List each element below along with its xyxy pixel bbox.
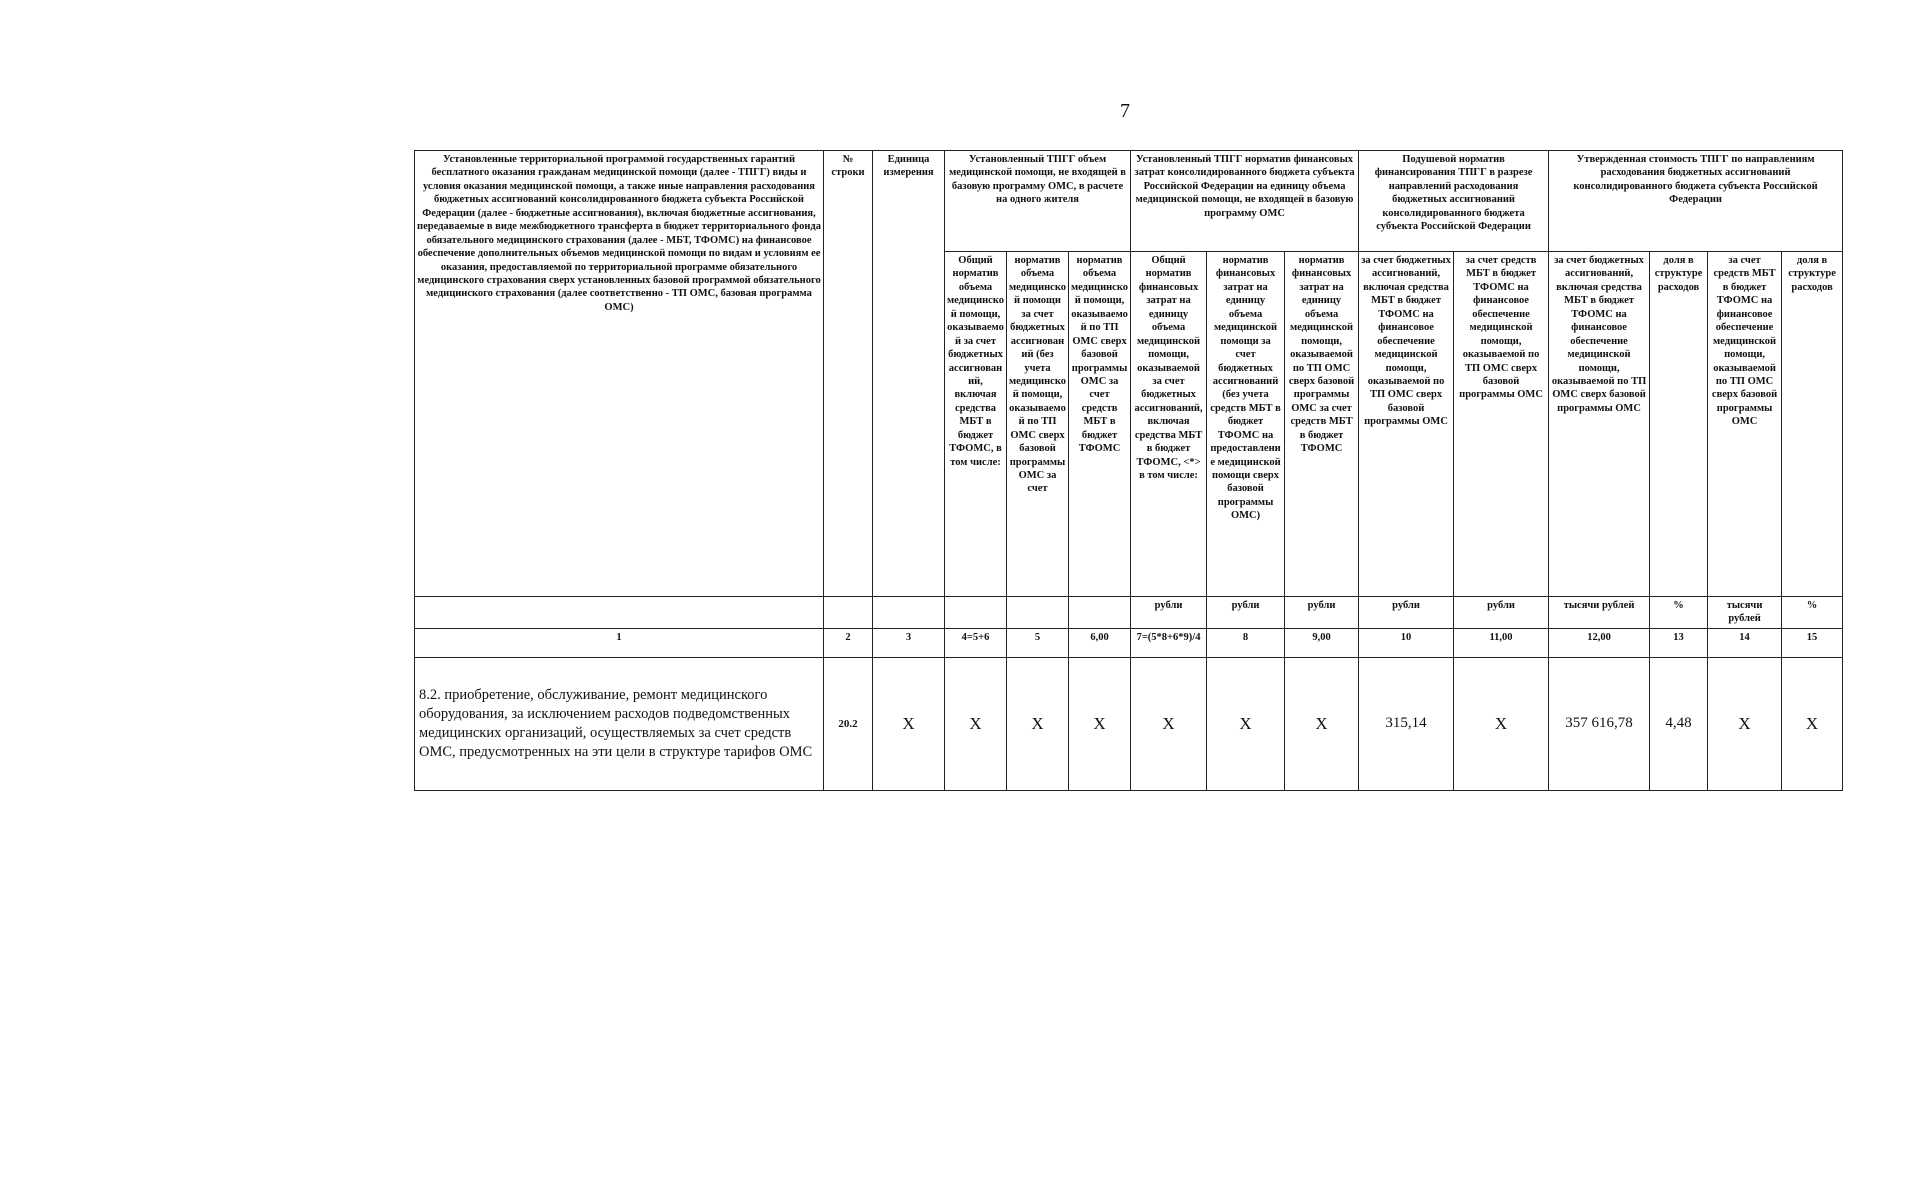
col-index-12: 12,00 (1549, 628, 1650, 657)
table-row (415, 657, 1843, 790)
unit-cell-8: рубли (1207, 597, 1285, 629)
unit-cell-10: рубли (1359, 597, 1454, 629)
cell-col-12: 357 616,78 (1549, 657, 1650, 790)
subheader-col-6: норматив объема медицинской помощи, оказываемой по ТП ОМС сверх базовой программы ОМС за счет средств МБТ в бюджет ТФОМС (1069, 252, 1131, 597)
col-index-9: 9,00 (1285, 628, 1359, 657)
col-index-2: 2 (824, 628, 873, 657)
report-table (414, 150, 1843, 791)
unit-cell-3 (873, 597, 945, 629)
cell-col-15: Х (1782, 657, 1843, 790)
unit-cell-7: рубли (1131, 597, 1207, 629)
cell-col-13: 4,48 (1650, 657, 1708, 790)
col-index-6: 6,00 (1069, 628, 1131, 657)
subheader-col-7: Общий норматив финансовых затрат на единицу объема медицинской помощи, оказываемой за счет бюджетных ассигнований, включая средства МБТ в бюджет ТФОМС, <*> в том числе: (1131, 252, 1207, 597)
cell-col-11: Х (1454, 657, 1549, 790)
unit-cell-13: % (1650, 597, 1708, 629)
unit-cell-4 (945, 597, 1007, 629)
subheader-col-4: Общий норматив объема медицинской помощи, оказываемой за счет бюджетных ассигнований, включая средства МБТ в бюджет ТФОМС, в том числе: (945, 252, 1007, 597)
subheader-col-15: доля в структуре расходов (1782, 252, 1843, 597)
col-index-10: 10 (1359, 628, 1454, 657)
unit-cell-1 (415, 597, 824, 629)
col-index-3: 3 (873, 628, 945, 657)
row-label: 8.2. приобретение, обслуживание, ремонт медицинского оборудования, за исключением расходов подведомственных медицинских организаций, осуществляемых за счет средств ОМС, предусмотренных на эти цели в структуре тарифов ОМС (415, 657, 824, 790)
cell-col-14: Х (1708, 657, 1782, 790)
subheader-col-9: норматив финансовых затрат на единицу объема медицинской помощи, оказываемой по ТП ОМС сверх базовой программы ОМС за счет средств МБТ в бюджет ТФОМС (1285, 252, 1359, 597)
unit-cell-9: рубли (1285, 597, 1359, 629)
cell-col-5: Х (1007, 657, 1069, 790)
header-row-groups (415, 151, 1843, 252)
subheader-col-10: за счет бюджетных ассигнований, включая средства МБТ в бюджет ТФОМС на финансовое обеспечение медицинской помощи, оказываемой по ТП ОМС сверх базовой программы ОМС (1359, 252, 1454, 597)
unit-header: Единица измерения (873, 151, 945, 597)
unit-cell-5 (1007, 597, 1069, 629)
col-index-13: 13 (1650, 628, 1708, 657)
page-number: 7 (1120, 100, 1130, 122)
col-index-11: 11,00 (1454, 628, 1549, 657)
col-index-15: 15 (1782, 628, 1843, 657)
subheader-col-11: за счет средств МБТ в бюджет ТФОМС на финансовое обеспечение медицинской помощи, оказываемой по ТП ОМС сверх базовой программы ОМС (1454, 252, 1549, 597)
row-number: 20.2 (824, 657, 873, 790)
per-capita-group-header: Подушевой норматив финансирования ТПГГ в разрезе направлений расходования бюджетных ассигнований консолидированного бюджета субъекта Российской Федерации (1359, 151, 1549, 252)
units-row (415, 597, 1843, 629)
subheader-col-12: за счет бюджетных ассигнований, включая средства МБТ в бюджет ТФОМС на финансовое обеспечение медицинской помощи, оказываемой по ТП ОМС сверх базовой программы ОМС (1549, 252, 1650, 597)
unit-cell-12: тысячи рублей (1549, 597, 1650, 629)
subheader-col-14: за счет средств МБТ в бюджет ТФОМС на финансовое обеспечение медицинской помощи, оказываемой по ТП ОМС сверх базовой программы ОМС (1708, 252, 1782, 597)
volume-group-header: Установленный ТПГГ объем медицинской помощи, не входящей в базовую программу ОМС, в расчете на одного жителя (945, 151, 1131, 252)
cell-col-8: Х (1207, 657, 1285, 790)
subheader-col-5: норматив объема медицинской помощи за счет бюджетных ассигнований (без учета медицинской помощи, оказываемой по ТП ОМС сверх базовой программы ОМС за счет (1007, 252, 1069, 597)
unit-cell-15: % (1782, 597, 1843, 629)
approved-cost-group-header: Утвержденная стоимость ТПГГ по направлениям расходования бюджетных ассигнований консолидированного бюджета субъекта Российской Федерации (1549, 151, 1843, 252)
col-index-5: 5 (1007, 628, 1069, 657)
cell-unit: Х (873, 657, 945, 790)
cell-col-6: Х (1069, 657, 1131, 790)
cell-col-10: 315,14 (1359, 657, 1454, 790)
main-header-cell: Установленные территориальной программой государственных гарантий бесплатного оказания гражданам медицинской помощи (далее - ТПГГ) виды и условия оказания медицинской помощи, а также иные направления расходования бюджетных ассигнований консолидированного бюджета субъекта Российской Федерации (далее - бюджетные ассигнования), включая бюджетные ассигнования, передаваемые в виде межбюджетного трансферта в бюджет территориального фонда обязательного медицинского страхования (далее - МБТ, ТФОМС) на финансовое обеспечение дополнительных объемов медицинской помощи по видам и условиям ее оказания, предоставляемой по территориальной программе обязательного медицинского страхования сверх установленных базовой программой обязательного медицинского страхования (далее соответственно - ТП ОМС, базовая программа ОМС) (415, 151, 824, 597)
unit-cell-11: рубли (1454, 597, 1549, 629)
row-no-header: № строки (824, 151, 873, 597)
cell-col-9: Х (1285, 657, 1359, 790)
cell-col-7: Х (1131, 657, 1207, 790)
unit-cell-6 (1069, 597, 1131, 629)
subheader-col-8: норматив финансовых затрат на единицу объема медицинской помощи за счет бюджетных ассигнований (без учета средств МБТ в бюджет ТФОМС на предоставление медицинской помощи сверх базовой программы ОМС) (1207, 252, 1285, 597)
col-index-14: 14 (1708, 628, 1782, 657)
subheader-col-13: доля в структуре расходов (1650, 252, 1708, 597)
column-index-row (415, 628, 1843, 657)
unit-cell-14: тысячи рублей (1708, 597, 1782, 629)
col-index-1: 1 (415, 628, 824, 657)
col-index-8: 8 (1207, 628, 1285, 657)
cost-norm-group-header: Установленный ТПГГ норматив финансовых затрат консолидированного бюджета субъекта Российской Федерации на единицу объема медицинской помощи, не входящей в базовую программу ОМС (1131, 151, 1359, 252)
col-index-4: 4=5+6 (945, 628, 1007, 657)
col-index-7: 7=(5*8+6*9)/4 (1131, 628, 1207, 657)
unit-cell-2 (824, 597, 873, 629)
cell-col-4: Х (945, 657, 1007, 790)
